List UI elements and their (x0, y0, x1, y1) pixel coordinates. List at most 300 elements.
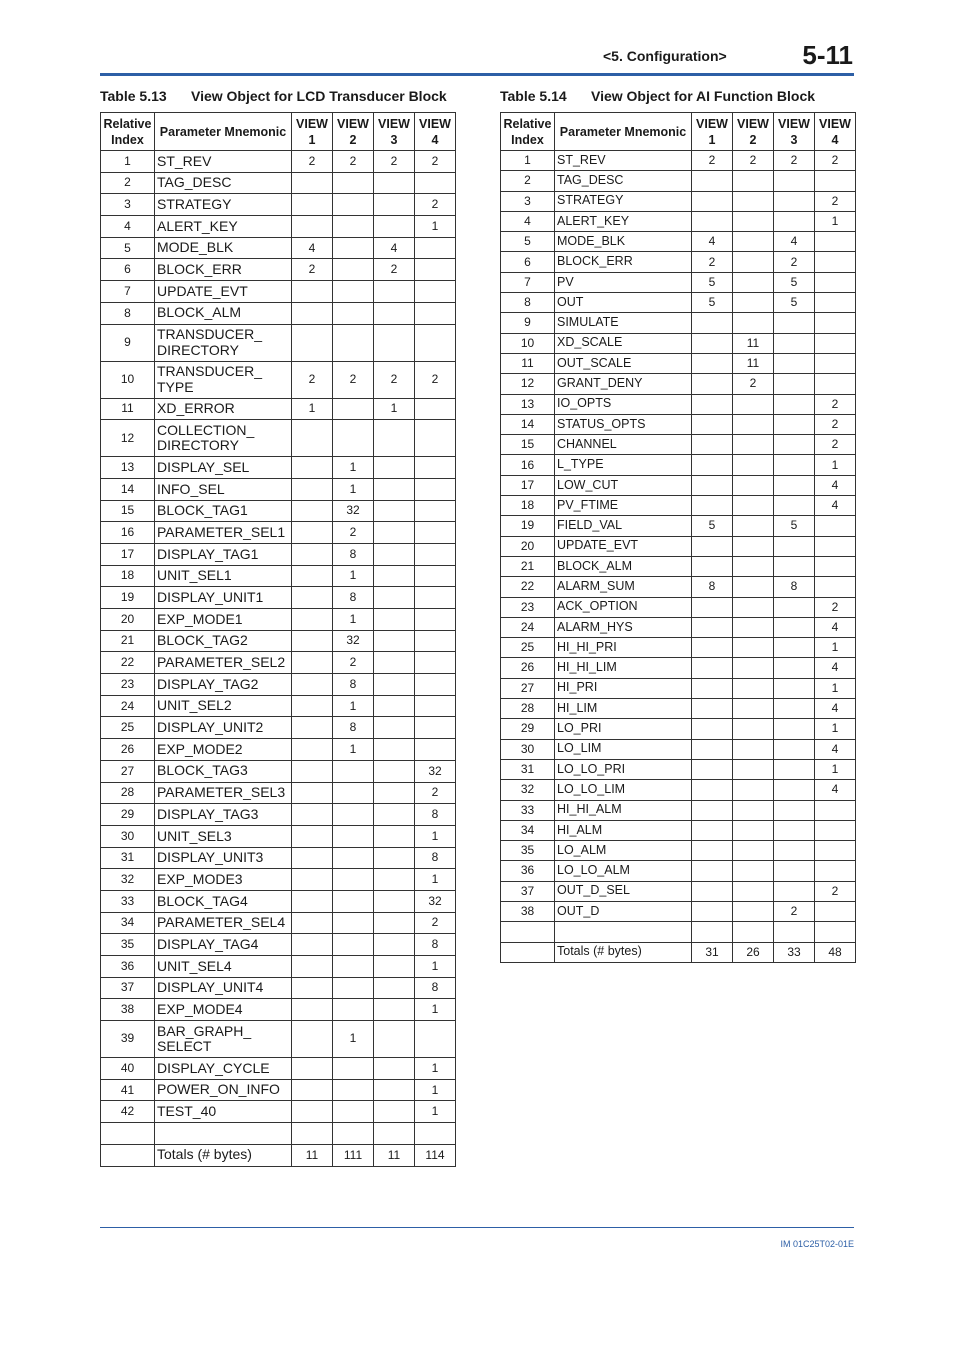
row-view-2 (333, 237, 374, 259)
row-parameter-name: DISPLAY_UNIT2 (157, 719, 264, 736)
row-parameter-name: EXP_MODE4 (157, 1001, 243, 1018)
row-view-1 (692, 841, 733, 861)
row-view-4 (815, 252, 856, 272)
row-parameter-name: UNIT_SEL4 (157, 957, 232, 974)
row-view-1 (292, 543, 333, 565)
row-view-2 (733, 536, 774, 556)
row-view-3 (774, 658, 815, 678)
row-view-2 (733, 638, 774, 658)
row-view-4 (815, 313, 856, 333)
table-row (101, 890, 456, 912)
row-parameter-name: Totals (# bytes) (557, 944, 642, 959)
row-view-3: 4 (774, 232, 815, 252)
row-view-2 (733, 922, 774, 942)
row-view-3 (774, 678, 815, 698)
row-parameter-name: EXP_MODE1 (157, 610, 243, 627)
row-view-4: 8 (415, 847, 456, 869)
row-view-4 (815, 171, 856, 191)
row-view-2: 111 (333, 1144, 374, 1166)
row-parameter (555, 211, 692, 231)
row-parameter-name: TAG_DESC (557, 173, 624, 188)
footer-rule (100, 1227, 854, 1228)
row-view-1 (292, 565, 333, 587)
row-index (101, 1123, 155, 1145)
row-view-1 (692, 759, 733, 779)
row-view-1: 2 (292, 361, 333, 398)
row-view-2 (333, 302, 374, 324)
row-view-3 (374, 652, 415, 674)
row-view-4: 48 (815, 942, 856, 962)
row-view-3 (774, 171, 815, 191)
col-view-3 (774, 113, 815, 151)
row-parameter (555, 293, 692, 313)
row-view-4 (415, 302, 456, 324)
row-view-4 (815, 800, 856, 820)
col-view-number: 1 (708, 132, 716, 147)
row-index: 21 (101, 630, 155, 652)
row-index: 26 (101, 739, 155, 761)
row-view-1: 8 (692, 577, 733, 597)
row-parameter (555, 232, 692, 252)
row-view-4 (415, 281, 456, 303)
row-index: 9 (101, 324, 155, 361)
row-index: 11 (101, 398, 155, 420)
row-parameter (555, 638, 692, 658)
row-index: 31 (101, 847, 155, 869)
row-index: 13 (501, 394, 555, 414)
row-parameter (555, 841, 692, 861)
table-row (101, 609, 456, 631)
row-view-3 (374, 760, 415, 782)
row-view-2: 2 (333, 522, 374, 544)
row-index: 22 (101, 652, 155, 674)
row-index: 13 (101, 457, 155, 479)
row-view-3 (774, 699, 815, 719)
row-parameter-name: BLOCK_ERR (557, 254, 633, 269)
row-view-2: 1 (333, 695, 374, 717)
row-view-3 (774, 455, 815, 475)
section-title: <5. Configuration> (603, 48, 727, 64)
row-parameter (555, 881, 692, 901)
row-parameter (155, 869, 292, 891)
row-parameter (555, 475, 692, 495)
row-view-3 (374, 804, 415, 826)
row-view-3 (374, 172, 415, 194)
row-view-4: 2 (415, 361, 456, 398)
row-view-2 (733, 211, 774, 231)
row-parameter-name: BLOCK_ERR (157, 261, 242, 278)
col-relative-label: Relative (503, 116, 552, 131)
row-view-3 (374, 674, 415, 696)
row-view-2: 32 (333, 630, 374, 652)
row-view-3 (374, 1123, 415, 1145)
row-view-2 (333, 216, 374, 238)
row-index: 29 (501, 719, 555, 739)
row-view-4 (815, 536, 856, 556)
table-row (501, 536, 856, 556)
table-row (101, 869, 456, 891)
row-view-4: 4 (815, 475, 856, 495)
table-row (501, 435, 856, 455)
row-view-2: 2 (333, 151, 374, 173)
row-view-1 (292, 609, 333, 631)
row-view-2 (733, 901, 774, 921)
table-row (501, 252, 856, 272)
row-index: 28 (101, 782, 155, 804)
row-index: 5 (101, 237, 155, 259)
table-row (501, 171, 856, 191)
table-row (101, 1123, 456, 1145)
row-view-1 (292, 847, 333, 869)
row-parameter (155, 522, 292, 544)
row-view-2 (333, 782, 374, 804)
table-row (501, 496, 856, 516)
row-index (101, 1144, 155, 1166)
row-parameter (555, 191, 692, 211)
row-view-4 (415, 259, 456, 281)
row-view-2: 32 (333, 500, 374, 522)
row-parameter-name: DISPLAY_UNIT4 (157, 979, 264, 996)
row-view-4: 4 (815, 699, 856, 719)
col-view-word: VIEW (296, 116, 328, 131)
row-parameter (155, 216, 292, 238)
table-row (101, 912, 456, 934)
table-row (101, 652, 456, 674)
row-view-1 (692, 211, 733, 231)
row-index: 39 (101, 1021, 155, 1058)
row-view-4 (415, 609, 456, 631)
row-index: 2 (501, 171, 555, 191)
row-view-2: 2 (333, 652, 374, 674)
row-index: 33 (501, 800, 555, 820)
row-view-3 (374, 500, 415, 522)
row-view-2 (733, 759, 774, 779)
row-view-2 (733, 556, 774, 576)
row-view-1 (292, 302, 333, 324)
row-view-3: 2 (774, 252, 815, 272)
row-view-3 (374, 216, 415, 238)
table-row (501, 394, 856, 414)
row-parameter (155, 1144, 292, 1166)
row-view-1 (692, 658, 733, 678)
row-view-3: 4 (374, 237, 415, 259)
row-index: 34 (101, 912, 155, 934)
row-view-4 (415, 1123, 456, 1145)
row-view-1: 2 (292, 259, 333, 281)
row-view-1 (292, 825, 333, 847)
table-row (101, 1079, 456, 1101)
row-index: 10 (501, 333, 555, 353)
row-view-3 (774, 759, 815, 779)
row-view-4: 32 (415, 890, 456, 912)
table-row (101, 151, 456, 173)
row-parameter (155, 237, 292, 259)
row-view-4: 1 (815, 638, 856, 658)
row-view-2 (333, 977, 374, 999)
row-view-2 (733, 191, 774, 211)
row-index: 42 (101, 1101, 155, 1123)
row-view-3 (374, 522, 415, 544)
row-index: 17 (501, 475, 555, 495)
row-index: 29 (101, 804, 155, 826)
row-parameter-name: PARAMETER_SEL1 (157, 523, 286, 540)
row-view-3 (374, 281, 415, 303)
table-row (501, 597, 856, 617)
table-row (501, 881, 856, 901)
row-view-4 (415, 674, 456, 696)
row-view-4: 1 (815, 455, 856, 475)
table-row (501, 577, 856, 597)
row-view-4: 8 (415, 804, 456, 826)
row-view-3 (374, 565, 415, 587)
table-row (101, 1021, 456, 1058)
row-view-4: 2 (415, 151, 456, 173)
row-view-4 (815, 922, 856, 942)
col-view-word: VIEW (696, 116, 728, 131)
row-index: 30 (501, 739, 555, 759)
row-parameter (155, 420, 292, 457)
row-index: 19 (501, 516, 555, 536)
row-parameter (155, 457, 292, 479)
row-parameter-name-cont: DIRECTORY (157, 341, 239, 358)
row-view-3 (774, 719, 815, 739)
table-row (501, 678, 856, 698)
row-parameter-name: UNIT_SEL3 (157, 827, 232, 844)
row-parameter-name: STRATEGY (557, 193, 624, 208)
row-parameter-name: HI_HI_PRI (557, 639, 617, 654)
row-parameter-name: IO_OPTS (557, 396, 612, 411)
row-index: 19 (101, 587, 155, 609)
table-row (101, 956, 456, 978)
row-view-4 (415, 172, 456, 194)
row-index: 6 (501, 252, 555, 272)
row-view-3 (774, 435, 815, 455)
row-view-1 (292, 804, 333, 826)
row-view-4: 4 (815, 658, 856, 678)
row-parameter-name: EXP_MODE2 (157, 740, 243, 757)
table-row (101, 457, 456, 479)
col-parameter-mnemonic: Parameter Mnemonic (155, 113, 292, 151)
row-parameter-name: OUT (557, 294, 584, 309)
row-index: 7 (101, 281, 155, 303)
row-parameter (155, 1079, 292, 1101)
row-view-4 (815, 272, 856, 292)
row-parameter-name: MODE_BLK (557, 233, 626, 248)
row-view-1 (692, 800, 733, 820)
row-view-4 (815, 516, 856, 536)
col-view-2 (333, 113, 374, 151)
document-code: IM 01C25T02-01E (780, 1239, 854, 1249)
row-view-2: 2 (333, 361, 374, 398)
row-parameter (555, 942, 692, 962)
row-view-4: 1 (815, 759, 856, 779)
table-row (101, 216, 456, 238)
row-view-2: 1 (333, 609, 374, 631)
row-view-1: 4 (692, 232, 733, 252)
row-view-1 (292, 869, 333, 891)
row-parameter-name: DISPLAY_TAG1 (157, 545, 259, 562)
row-index: 15 (501, 435, 555, 455)
row-view-1 (292, 1079, 333, 1101)
row-parameter (155, 609, 292, 631)
row-view-1: 2 (692, 151, 733, 171)
row-index (501, 922, 555, 942)
row-view-4: 1 (415, 1101, 456, 1123)
row-view-2: 1 (333, 739, 374, 761)
row-view-2 (333, 1058, 374, 1080)
col-view-2 (733, 113, 774, 151)
row-parameter (555, 151, 692, 171)
row-view-4 (415, 457, 456, 479)
row-view-3 (374, 695, 415, 717)
row-view-1: 31 (692, 942, 733, 962)
row-index: 27 (501, 678, 555, 698)
row-view-2 (733, 800, 774, 820)
row-parameter-name: OUT_SCALE (557, 355, 632, 370)
table-513-title: View Object for LCD Transducer Block (191, 88, 447, 104)
row-view-2: 11 (733, 353, 774, 373)
row-view-1 (292, 522, 333, 544)
row-index: 25 (501, 638, 555, 658)
row-parameter-name: ST_REV (157, 152, 212, 169)
row-view-2 (333, 172, 374, 194)
row-parameter-name: PARAMETER_SEL2 (157, 654, 286, 671)
row-parameter-name: ALARM_HYS (557, 619, 633, 634)
row-view-1 (292, 717, 333, 739)
row-view-4 (415, 522, 456, 544)
table-row (101, 977, 456, 999)
row-view-2: 1 (333, 457, 374, 479)
row-parameter-name: BLOCK_TAG2 (157, 632, 248, 649)
row-view-1 (692, 597, 733, 617)
row-view-3: 8 (774, 577, 815, 597)
table-row (501, 638, 856, 658)
row-index: 32 (101, 869, 155, 891)
row-parameter-name: PARAMETER_SEL3 (157, 784, 286, 801)
row-parameter (555, 333, 692, 353)
row-view-2 (733, 881, 774, 901)
row-parameter (155, 1123, 292, 1145)
row-view-1 (692, 475, 733, 495)
row-parameter-name: FIELD_VAL (557, 518, 623, 533)
row-view-1 (692, 171, 733, 191)
row-parameter (155, 890, 292, 912)
row-parameter-name: BLOCK_TAG3 (157, 762, 248, 779)
table-row (101, 695, 456, 717)
col-view-word: VIEW (378, 116, 410, 131)
row-view-1 (692, 556, 733, 576)
row-view-3: 1 (374, 398, 415, 420)
table-row (501, 353, 856, 373)
row-view-1: 4 (292, 237, 333, 259)
row-view-4: 1 (815, 211, 856, 231)
row-view-4 (415, 652, 456, 674)
row-view-1 (692, 881, 733, 901)
row-view-1 (292, 1123, 333, 1145)
col-view-4 (415, 113, 456, 151)
row-view-3: 33 (774, 942, 815, 962)
row-view-1 (292, 1021, 333, 1058)
row-view-3 (374, 890, 415, 912)
row-view-1 (692, 333, 733, 353)
table-514 (500, 112, 856, 963)
row-parameter-name: BLOCK_ALM (557, 558, 633, 573)
row-parameter-name-cont: SELECT (157, 1038, 212, 1055)
col-relative-index (501, 113, 555, 151)
row-view-1 (692, 638, 733, 658)
row-parameter-name: TEST_40 (157, 1103, 217, 1120)
row-view-1: 5 (692, 272, 733, 292)
row-view-2 (333, 324, 374, 361)
row-view-3 (774, 414, 815, 434)
table-row (101, 500, 456, 522)
table-row (101, 281, 456, 303)
table-row (501, 293, 856, 313)
col-view-1 (692, 113, 733, 151)
table-row (501, 313, 856, 333)
table-row (101, 543, 456, 565)
row-view-1 (692, 374, 733, 394)
row-view-2 (733, 171, 774, 191)
col-index-label: Index (111, 132, 144, 147)
row-parameter-name: UPDATE_EVT (557, 538, 639, 553)
row-view-3 (374, 587, 415, 609)
row-view-2: 8 (333, 587, 374, 609)
row-view-3 (374, 609, 415, 631)
row-view-1 (292, 977, 333, 999)
table-row (101, 237, 456, 259)
row-view-4 (415, 237, 456, 259)
row-view-4: 4 (815, 780, 856, 800)
row-parameter (555, 516, 692, 536)
row-view-1 (692, 617, 733, 637)
row-parameter-name: MODE_BLK (157, 239, 234, 256)
row-view-4 (415, 478, 456, 500)
row-index: 36 (501, 861, 555, 881)
row-parameter-name: GRANT_DENY (557, 376, 643, 391)
col-view-number: 2 (349, 132, 357, 147)
row-parameter-name: L_TYPE (557, 457, 604, 472)
row-view-3 (374, 630, 415, 652)
row-index: 23 (501, 597, 555, 617)
row-view-2 (733, 577, 774, 597)
row-view-3 (374, 934, 415, 956)
row-view-1 (292, 890, 333, 912)
row-index: 22 (501, 577, 555, 597)
row-index: 28 (501, 699, 555, 719)
col-index-label: Index (511, 132, 544, 147)
row-parameter (155, 500, 292, 522)
row-index: 14 (101, 478, 155, 500)
row-index: 27 (101, 760, 155, 782)
row-view-1 (292, 956, 333, 978)
row-index: 24 (101, 695, 155, 717)
row-view-1 (292, 674, 333, 696)
row-index: 4 (501, 211, 555, 231)
row-index: 9 (501, 313, 555, 333)
row-view-1 (692, 780, 733, 800)
row-view-2 (333, 912, 374, 934)
row-view-1 (292, 587, 333, 609)
row-view-2: 8 (333, 674, 374, 696)
row-view-2 (333, 1079, 374, 1101)
row-view-2 (333, 804, 374, 826)
row-view-4 (415, 695, 456, 717)
row-view-4 (815, 353, 856, 373)
row-index: 23 (101, 674, 155, 696)
row-view-2: 8 (333, 717, 374, 739)
row-view-4 (415, 739, 456, 761)
